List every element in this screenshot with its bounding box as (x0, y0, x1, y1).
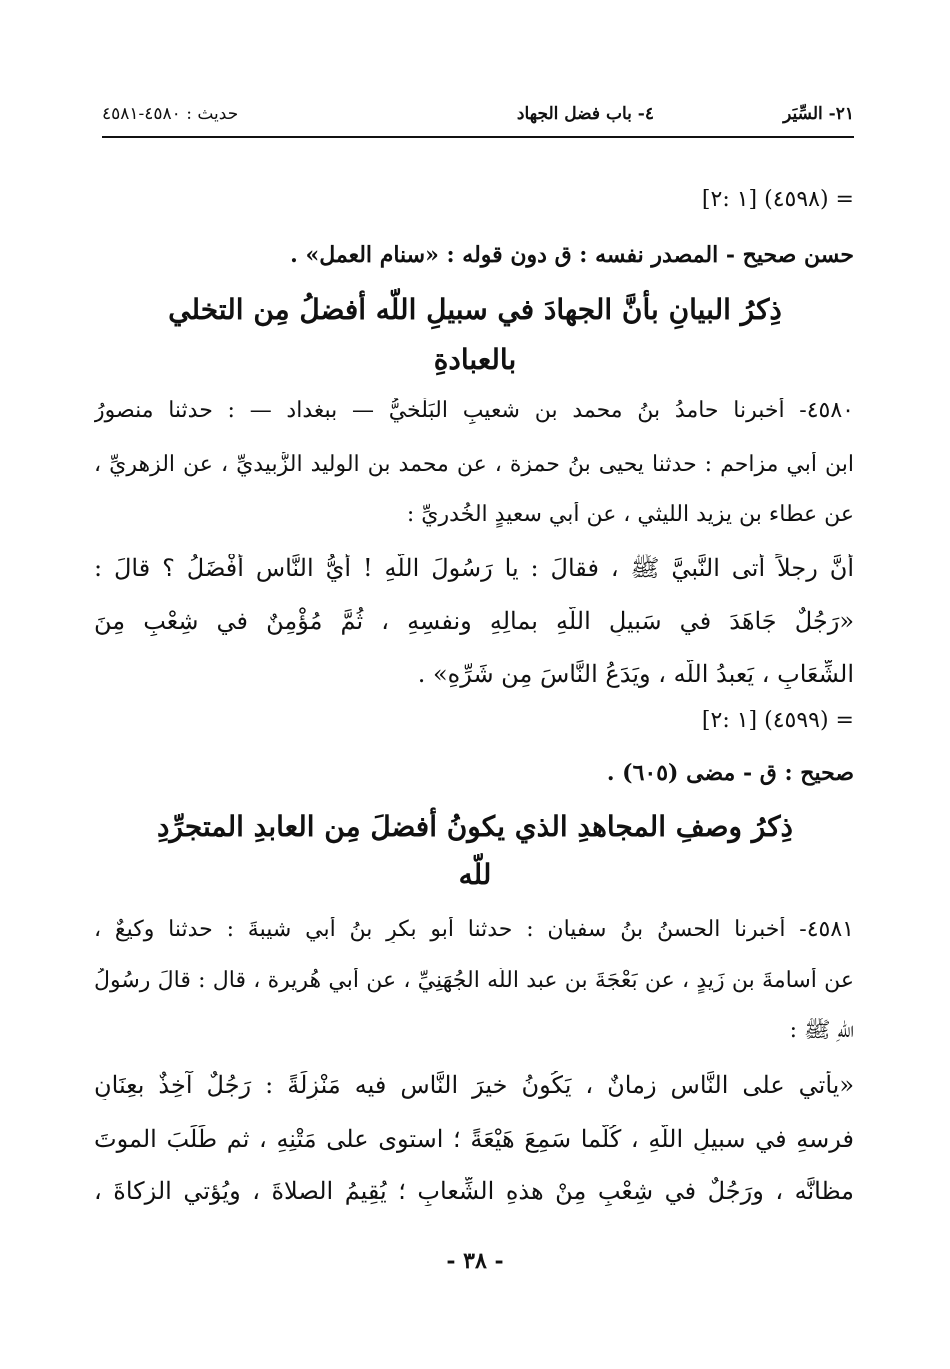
hadith-range: حديث : ٤٥٨٠-٤٥٨١ (102, 104, 239, 124)
hadith-text-line: اللّهِ ﷺ : (789, 1018, 854, 1043)
running-header (102, 96, 854, 138)
hadith-text-line: ابن أبي مزاحمٍ : حدثنا يحيى بنُ حمزة ، عن محمد بنِ الوليد الزُّبيديِّ ، عن الزهريِّ ، (94, 452, 854, 477)
hadith-text-line: «رَجُلٌ جَاهَدَ في سَبيلِ اللّهِ بمالِهِ ونفسِهِ ، ثُمَّ مُؤْمِنٌ في شِعْبٍ مِنَ (94, 607, 854, 635)
reference-line: = (٤٥٩٨) [١ :٢] (701, 187, 854, 212)
hadith-text-line: ٤٥٨١- أخبرنا الحسنُ بنُ سفيان : حدثنا أبو بكرِ بنُ أبي شيبةَ : حدثنا وكيعٌ ، (94, 917, 854, 942)
hadith-text-line: ٤٥٨٠- أخبرنا حامدُ بنُ محمد بن شعيبٍ البَلْخيُّ — ببغداد — : حدثنا منصورُ (94, 398, 854, 423)
grading-line: صحيح : ق - مضى (٦٠٥) . (606, 760, 854, 786)
section-heading-continued: للّه (458, 858, 492, 891)
hadith-text-line: مظانَّه ، ورَجُلٌ في شِعْبٍ مِنْ هذهِ الشِّعابِ ؛ يُقِيمُ الصلاةَ ، ويُؤتي الزكاةَ ، (94, 1177, 854, 1205)
section-heading-continued: بالعبادةِ (433, 343, 517, 376)
hadith-text-line: عن عطاء بن يزيد الليثي ، عن أبي سعيدٍ الخُدريِّ : (406, 502, 854, 527)
book-title: ٢١- السِّيَر (783, 104, 854, 124)
page-number: - ٣٨ - (446, 1248, 504, 1274)
hadith-text-line: فرسهِ في سبيلِ اللّهِ ، كُلَّما سَمِعَ هَيْعَةً ؛ استوى على مَتْنِهِ ، ثم طَلَبَ الموتَ (94, 1125, 854, 1153)
hadith-text-line: «يأتي على النَّاسِ زمانٌ ، يَكُونُ خيرَ النَّاسِ فيه مَنْزِلَةً : رَجُلٌ آخِذٌ بعِنَانِ (94, 1071, 854, 1099)
section-heading: ذِكرُ البيانِ بأنَّ الجهادَ في سبيلِ اللّه أفضلُ مِن التخلي (168, 293, 782, 326)
hadith-text-line: عن أُسامةَ بن زَيدٍ ، عن بَعْجَةَ بن عبد اللّه الجُهَنِيِّ ، عن أبي هُريرة ، قال : قالَ رسُولُ (94, 968, 854, 993)
hadith-text-line: الشِّعَابِ ، يَعبدُ اللّه ، ويَدَعُ النَّاسَ مِن شَرِّهِ» . (417, 660, 854, 688)
hadith-text-line: أنَّ رجلاً أتى النَّبيَّ ﷺ ، فقالَ : يا رَسُولَ اللّهِ ! أيُّ النَّاسِ أَفْضَلُ ؟ قالَ : (94, 554, 854, 582)
chapter-title: ٤- باب فضل الجهاد (516, 104, 654, 124)
section-heading: ذِكرُ وصفِ المجاهدِ الذي يكونُ أفضلَ مِن العابدِ المتجرِّدِ (156, 810, 794, 843)
grading-line: حسن صحيح - المصدر نفسه : ق دون قوله : «سنام العمل» . (290, 242, 854, 268)
reference-line: = (٤٥٩٩) [١ :٢] (701, 708, 854, 733)
